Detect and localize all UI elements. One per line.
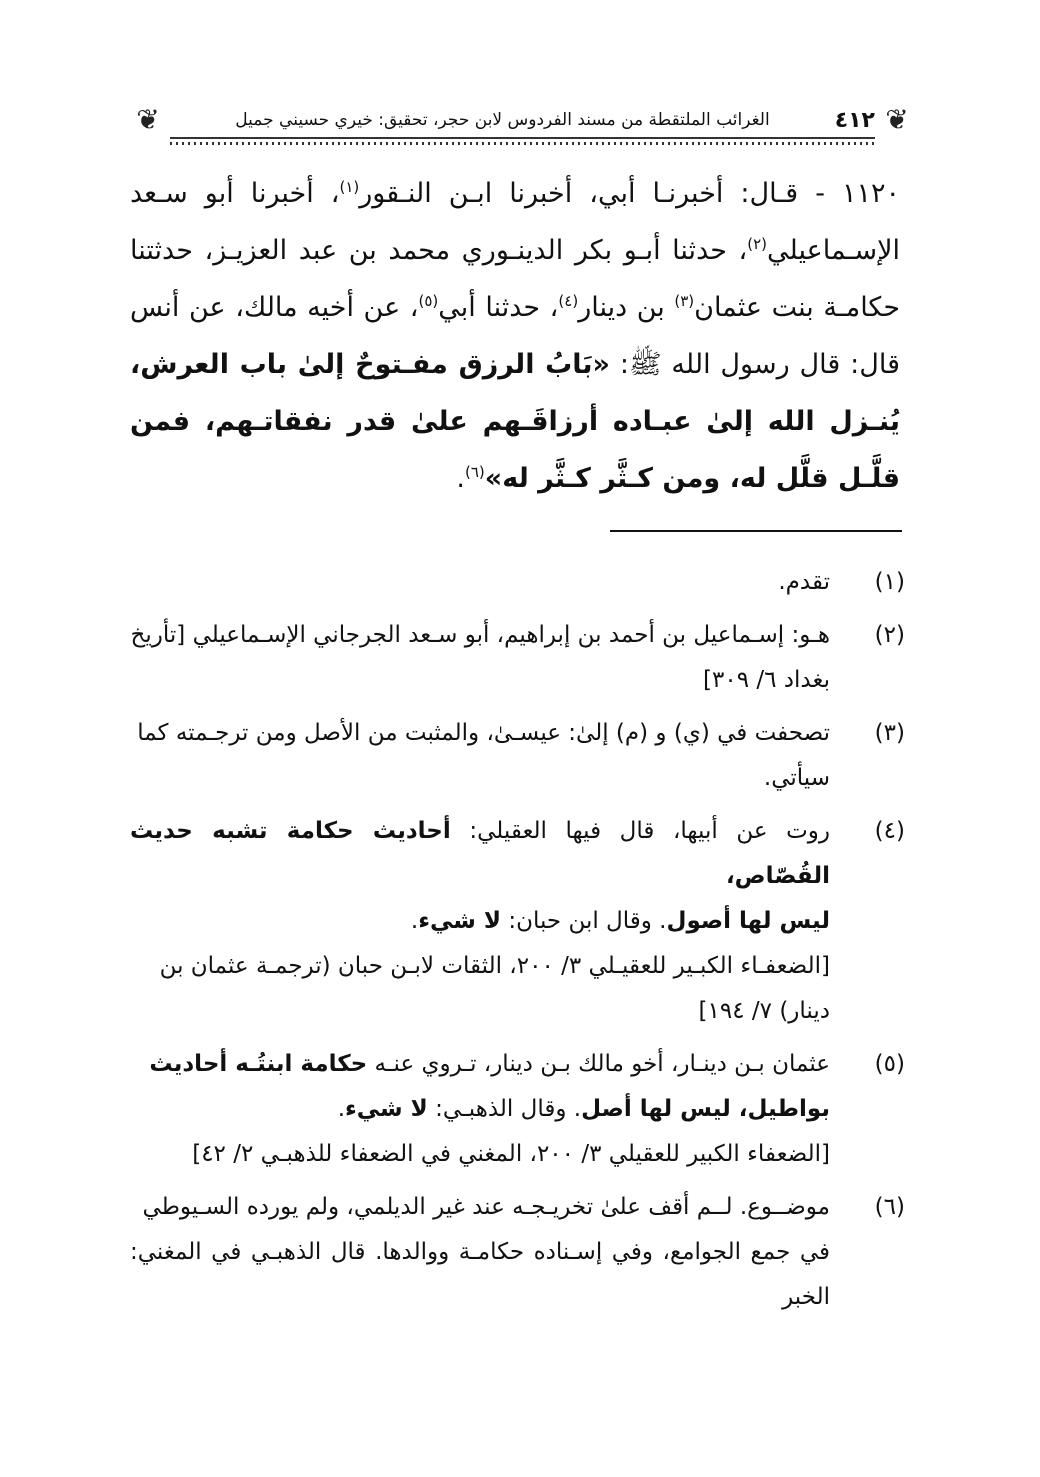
- main-text-part: بن دينار: [578, 292, 675, 323]
- footnote-line: هـو: إسـماعيل بن أحمد بن إبراهيم، أبو سـعد الجرجاني الإسـماعيلي [تأريخ: [130, 622, 830, 648]
- main-text-part: ، عن أخيه مالك، عن أنس قال: قال رسول الله ﷺ:: [130, 292, 900, 380]
- footnote-quote: لا شيء: [345, 1096, 428, 1122]
- footnote-number: (٥): [874, 1051, 905, 1077]
- footnote-text: عثمان بـن دينـار، أخو مالك بـن دينار، تـروي عنـه: [367, 1051, 830, 1077]
- footnote-line: [الضعفـاء الكبـير للعقيـلي ٣/ ٢٠٠، الثقات لابـن حبان (ترجمـة عثمان بن: [159, 953, 830, 979]
- footnote-line: [130, 1087, 830, 1132]
- footnote-line: سيأتي.: [763, 765, 830, 791]
- hadith-text: «بَابُ الرزق مفـتوحٌ إلىٰ باب العرش، يُنـزل الله إلىٰ عبـاده أرزاقَـهم علىٰ قدر نفقاتـهم، فمن قلَّـل قلَّل له، ومن كـثَّر كـثَّر له»: [130, 349, 900, 494]
- footnote-1: [130, 560, 905, 605]
- footnotes: [130, 560, 905, 1328]
- footnote-2: [130, 613, 905, 703]
- footnote-ref: (٣): [674, 292, 695, 310]
- footnote-ref: (٤): [558, 292, 579, 310]
- page-number: ٤١٢: [834, 108, 875, 133]
- footnote-text: روت عن أبيها، قال فيها العقيلي:: [450, 818, 831, 844]
- footnote-line: دينار) ٧/ ١٩٤]: [698, 998, 830, 1024]
- main-text-part: ، أخبرنا أبو سـعد الإسـماعيلي: [130, 178, 900, 266]
- footnote-line: [130, 899, 830, 944]
- footnote-line: [130, 1042, 830, 1087]
- footnote-ref: (١): [339, 178, 360, 196]
- footnote-text: . وقال الذهبـي:: [427, 1096, 582, 1122]
- footnote-quote: بواطيل، ليس لها أصل: [581, 1096, 830, 1122]
- footnote-text: .: [410, 908, 419, 934]
- footnote-text: .: [337, 1096, 346, 1122]
- footnote-quote: أحاديث حكامة تشبه حديث القُصّاص،: [130, 818, 830, 889]
- footnote-number: (١): [874, 569, 905, 595]
- main-text: [130, 165, 900, 507]
- footnote-3: [130, 711, 905, 801]
- footnote-line: [130, 809, 830, 899]
- footnote-line: تقدم.: [778, 569, 830, 595]
- main-text-part: ، حدثنا أبـو بكر الدينـوري محمد بن عبد العزيـز، حدثتنا حكامـة بنت عثمان: [130, 235, 901, 323]
- footnote-number: (٣): [874, 720, 905, 746]
- footnote-separator: [610, 530, 902, 532]
- footnote-number: (٢): [874, 622, 905, 648]
- footnote-number: (٤): [874, 818, 905, 844]
- page-header: [130, 100, 915, 148]
- footnote-line: موضــوع. لــم أقف علىٰ تخريـجـه عند غير الديلمي، ولم يورده السـيوطي: [142, 1194, 830, 1220]
- main-text-part: ١١٢٠ - قـال: أخبرنـا أبي، أخبرنا ابـن النـقور: [359, 178, 900, 209]
- footnote-ref: (٢): [747, 235, 768, 253]
- footnote-5: [130, 1042, 905, 1177]
- footnote-text: . وقال ابن حبان:: [501, 908, 667, 934]
- main-text-end: .: [456, 463, 465, 494]
- footnote-line: بغداد ٦/ ٣٠٩]: [703, 667, 830, 693]
- right-ornament-icon: ❦: [885, 103, 909, 136]
- header-border: [170, 137, 875, 145]
- footnote-number: (٦): [874, 1194, 905, 1220]
- footnote-ref: (٥): [418, 292, 439, 310]
- footnote-quote: لا شيء: [418, 908, 502, 934]
- footnote-line: تصحفت في (ي) و (م) إلىٰ: عيسـىٰ، والمثبت من الأصل ومن ترجـمته كما: [137, 720, 830, 746]
- footnote-quote: حكامة ابنتُـه أحاديث: [149, 1051, 368, 1077]
- main-text-part: ، حدثنا أبي: [438, 292, 559, 323]
- left-ornament-icon: ❦: [136, 103, 160, 136]
- footnote-line: [الضعفاء الكبير للعقيلي ٣/ ٢٠٠، المغني في الضعفاء للذهبـي ٢/ ٤٢]: [192, 1141, 830, 1167]
- footnote-ref: (٦): [464, 463, 485, 481]
- footnote-4: [130, 809, 905, 1034]
- footnote-6: [130, 1185, 905, 1320]
- footnote-line: في جمع الجوامع، وفي إسـناده حكامـة ووالدها. قال الذهبـي في المغني: الخبر: [130, 1239, 830, 1310]
- running-title: الغرائب الملتقطة من مسند الفردوس لابن حجر، تحقيق: خيري حسيني جميل: [235, 110, 770, 130]
- footnote-quote: ليس لها أصول: [666, 908, 830, 934]
